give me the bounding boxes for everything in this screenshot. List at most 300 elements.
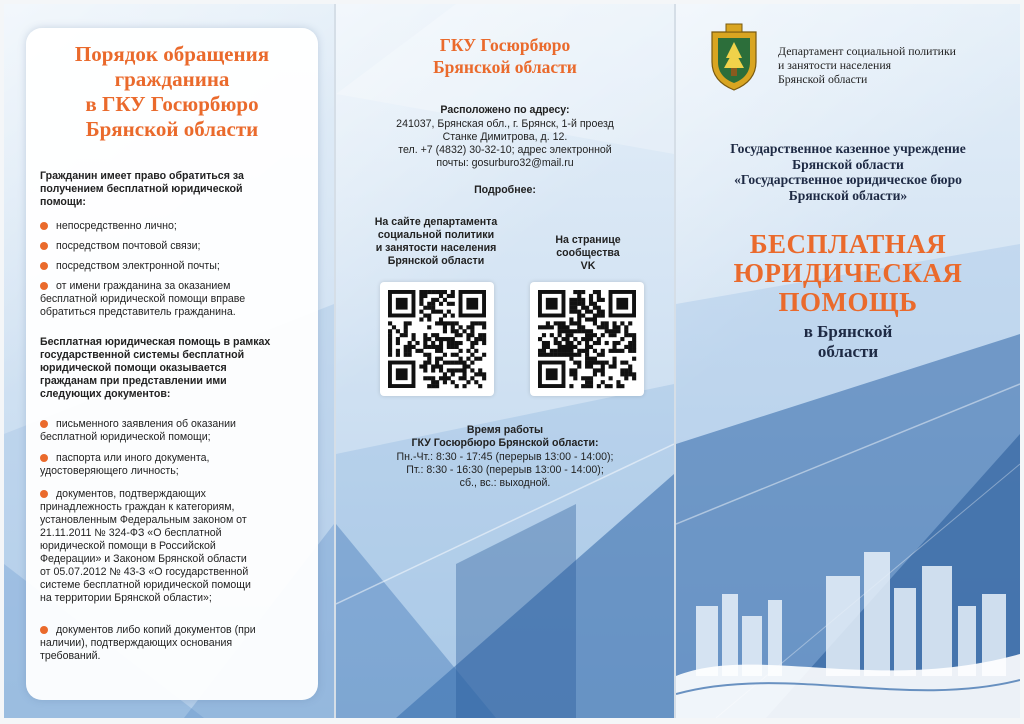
qr-module [392, 325, 396, 329]
qr-module [612, 333, 616, 337]
qr-module [466, 357, 470, 361]
qr-module [408, 349, 412, 353]
qr-module [462, 361, 466, 365]
cover-headline-line: ПОМОЩЬ [778, 287, 918, 317]
qr-module [388, 353, 392, 357]
document-item [40, 488, 306, 605]
procedure-title-line: Порядок обращения [74, 42, 270, 66]
qr-module [423, 306, 427, 310]
qr-module [612, 329, 616, 333]
method-text: посредством электронной почты; [56, 260, 220, 272]
qr-module [435, 290, 439, 294]
qr-module [435, 345, 439, 349]
method-text: бесплатной юридической помощи вправе [40, 293, 246, 305]
qr-module [554, 349, 558, 353]
qr-module [423, 376, 427, 380]
qr-module [601, 298, 605, 302]
qr-code-icon [380, 282, 494, 396]
address-line: Станке Димитрова, д. 12. [442, 131, 568, 143]
qr-module [466, 349, 470, 353]
qr-module [462, 372, 466, 376]
qr-module [589, 384, 593, 388]
qr-module [482, 325, 486, 329]
hours-block [336, 451, 674, 490]
qr-module [435, 310, 439, 314]
qr-module [593, 361, 597, 365]
qr-module [415, 349, 419, 353]
qr-module [459, 361, 463, 365]
qr-module [412, 345, 416, 349]
qr-module [569, 302, 573, 306]
qr-module [466, 325, 470, 329]
qr-module [612, 364, 616, 368]
qr-module [624, 372, 628, 376]
organization-name [676, 141, 1020, 203]
bullet-dot [40, 262, 48, 270]
qr-module [605, 384, 609, 388]
qr-module [573, 321, 577, 325]
qr-module [474, 321, 478, 325]
address-label: Расположено по адресу: [440, 104, 570, 116]
address-line: 241037, Брянская обл., г. Брянск, 1-й проезд [396, 118, 614, 130]
document-text: юридической помощи в Российской [40, 540, 216, 552]
qr-module [439, 364, 443, 368]
qr-module [597, 298, 601, 302]
qr-module [470, 353, 474, 357]
qr-module [601, 321, 605, 325]
qr-module [589, 380, 593, 384]
qr-module [451, 372, 455, 376]
qr-module [470, 345, 474, 349]
qr-module [562, 325, 566, 329]
qr-module [435, 357, 439, 361]
document-item [40, 624, 306, 663]
department-name-line: Брянской области [778, 72, 868, 86]
qr-module [455, 341, 459, 345]
qr-module [419, 317, 423, 321]
qr-module [577, 302, 581, 306]
qr-module [612, 345, 616, 349]
qr-module [408, 341, 412, 345]
qr-module [616, 349, 620, 353]
qr-module [542, 345, 546, 349]
hours-label [336, 424, 674, 450]
qr-module [443, 380, 447, 384]
qr-module [601, 325, 605, 329]
qr-module [447, 345, 451, 349]
qr-module [435, 349, 439, 353]
qr-module [569, 357, 573, 361]
method-item [40, 280, 306, 319]
qr-module [443, 321, 447, 325]
qr-module [482, 321, 486, 325]
qr-vk-label-line: VK [580, 260, 596, 272]
qr-module [585, 341, 589, 345]
cover-headline-line: БЕСПЛАТНАЯ [749, 229, 947, 259]
qr-module [628, 364, 632, 368]
qr-module [569, 372, 573, 376]
procedure-title [26, 42, 318, 142]
qr-module [597, 306, 601, 310]
qr-module [624, 329, 628, 333]
qr-module [565, 329, 569, 333]
qr-module [470, 341, 474, 345]
bullet-dot [40, 490, 48, 498]
qr-module [581, 314, 585, 318]
qr-module [388, 333, 392, 337]
bullet-dot [40, 222, 48, 230]
qr-module [478, 357, 482, 361]
qr-module [569, 341, 573, 345]
qr-module [562, 349, 566, 353]
qr-module [459, 376, 463, 380]
qr-module [427, 325, 431, 329]
qr-module [451, 325, 455, 329]
qr-module [431, 310, 435, 314]
qr-module [601, 368, 605, 372]
qr-module [562, 337, 566, 341]
qr-module [581, 376, 585, 380]
qr-module [474, 349, 478, 353]
qr-module [554, 321, 558, 325]
qr-module [388, 329, 392, 333]
qr-module [431, 333, 435, 337]
qr-module [474, 341, 478, 345]
qr-module [589, 310, 593, 314]
procedure-card [26, 28, 318, 700]
qr-module [431, 384, 435, 388]
qr-module [538, 325, 542, 329]
qr-module [447, 341, 451, 345]
qr-module [612, 325, 616, 329]
qr-module [404, 325, 408, 329]
qr-module [459, 325, 463, 329]
hours-line: Пт.: 8:30 - 16:30 (перерыв 13:00 - 14:00); [406, 464, 604, 476]
documents-intro [40, 336, 306, 401]
qr-module [597, 337, 601, 341]
qr-module [431, 380, 435, 384]
hours-line: сб., вс.: выходной. [459, 477, 551, 489]
qr-module [628, 372, 632, 376]
qr-module [616, 329, 620, 333]
qr-module [601, 310, 605, 314]
qr-module [562, 353, 566, 357]
qr-module [482, 337, 486, 341]
qr-module [451, 341, 455, 345]
qr-website-label-line: и занятости населения [375, 242, 497, 254]
method-text: непосредственно лично; [56, 220, 177, 232]
qr-code-website[interactable] [380, 282, 494, 396]
qr-module [443, 325, 447, 329]
qr-module [431, 302, 435, 306]
qr-module [396, 349, 400, 353]
qr-module [565, 349, 569, 353]
document-item [40, 452, 306, 478]
qr-module [404, 333, 408, 337]
qr-module [478, 337, 482, 341]
qr-module [612, 341, 616, 345]
qr-module [577, 321, 581, 325]
qr-module [427, 314, 431, 318]
qr-module [609, 329, 613, 333]
qr-module [577, 294, 581, 298]
qr-module [400, 333, 404, 337]
qr-module [554, 353, 558, 357]
qr-module [439, 349, 443, 353]
qr-module [396, 329, 400, 333]
document-text: бесплатной юридической помощи; [40, 431, 211, 443]
more-label: Подробнее: [474, 184, 536, 196]
document-text: документов либо копий документов (при [56, 624, 256, 636]
hours-line: Пн.-Чт.: 8:30 - 17:45 (перерыв 13:00 - 14:00); [396, 451, 614, 463]
qr-module [597, 314, 601, 318]
qr-module [573, 290, 577, 294]
document-text: Федерации» и Законом Брянской области [40, 553, 247, 565]
qr-module [577, 325, 581, 329]
qr-module [466, 333, 470, 337]
document-text: системе бесплатной юридической помощи [40, 579, 251, 591]
email-line[interactable]: почты: gosurburo32@mail.ru [436, 157, 574, 169]
qr-module [597, 290, 601, 294]
qr-module [632, 372, 636, 376]
qr-module [423, 294, 427, 298]
qr-module [624, 325, 628, 329]
rights-intro-line: получением бесплатной юридической [40, 183, 243, 195]
qr-code-vk[interactable] [530, 282, 644, 396]
qr-module [447, 294, 451, 298]
qr-website-label-line: социальной политики [377, 229, 495, 241]
qr-module [589, 364, 593, 368]
qr-module [478, 372, 482, 376]
qr-vk-label-line: На странице [555, 234, 621, 246]
qr-module [589, 298, 593, 302]
qr-module [435, 364, 439, 368]
qr-module [593, 372, 597, 376]
qr-module [404, 321, 408, 325]
qr-module [620, 372, 624, 376]
qr-module [412, 337, 416, 341]
qr-module [593, 302, 597, 306]
qr-module [628, 321, 632, 325]
qr-module [423, 333, 427, 337]
documents-intro-line: государственной системы бесплатной [40, 349, 245, 361]
qr-module [565, 337, 569, 341]
qr-module [605, 325, 609, 329]
organization-name-line: Брянской области» [788, 187, 908, 203]
qr-module [601, 372, 605, 376]
gku-title [336, 34, 674, 78]
qr-module [558, 353, 562, 357]
qr-module [565, 341, 569, 345]
qr-finder-square [396, 298, 408, 310]
qr-module [581, 290, 585, 294]
qr-module [573, 353, 577, 357]
qr-module [585, 337, 589, 341]
qr-module [462, 329, 466, 333]
qr-module [569, 329, 573, 333]
qr-module [569, 298, 573, 302]
qr-vk-label-line: сообщества [556, 247, 620, 259]
method-text: обратиться представитель гражданина. [40, 306, 236, 318]
qr-module [593, 306, 597, 310]
qr-module [581, 325, 585, 329]
qr-module [585, 317, 589, 321]
qr-module [585, 357, 589, 361]
qr-module [439, 310, 443, 314]
qr-module [569, 333, 573, 337]
address-block [336, 118, 674, 170]
qr-module [577, 310, 581, 314]
method-item [40, 260, 306, 273]
qr-module [396, 337, 400, 341]
qr-module [569, 353, 573, 357]
qr-module [427, 290, 431, 294]
qr-module [569, 306, 573, 310]
qr-module [482, 372, 486, 376]
qr-module [443, 376, 447, 380]
qr-module [427, 345, 431, 349]
qr-module [451, 294, 455, 298]
qr-module [388, 321, 392, 325]
qr-module [427, 376, 431, 380]
qr-module [597, 353, 601, 357]
qr-module [573, 337, 577, 341]
qr-module [593, 357, 597, 361]
qr-module [585, 364, 589, 368]
qr-module [447, 376, 451, 380]
qr-module [427, 361, 431, 365]
qr-module [451, 337, 455, 341]
qr-module [558, 325, 562, 329]
qr-module [616, 341, 620, 345]
qr-module [474, 372, 478, 376]
qr-module [404, 349, 408, 353]
qr-module [423, 368, 427, 372]
qr-module [470, 333, 474, 337]
qr-module [443, 329, 447, 333]
qr-module [624, 361, 628, 365]
bullet-dot [40, 420, 48, 428]
qr-module [562, 329, 566, 333]
qr-module [628, 368, 632, 372]
qr-module [628, 341, 632, 345]
qr-module [558, 321, 562, 325]
qr-module [435, 384, 439, 388]
qr-module [585, 384, 589, 388]
rights-intro [40, 170, 306, 209]
documents-intro-line: юридической помощи оказывается [40, 362, 227, 374]
qr-module [593, 321, 597, 325]
qr-module [554, 337, 558, 341]
qr-module [431, 341, 435, 345]
qr-module [620, 337, 624, 341]
qr-module [565, 353, 569, 357]
qr-module [550, 333, 554, 337]
qr-module [589, 329, 593, 333]
qr-module [593, 314, 597, 318]
qr-module [620, 384, 624, 388]
qr-module [577, 353, 581, 357]
qr-module [597, 361, 601, 365]
qr-module [404, 345, 408, 349]
region-line: в Брянской [803, 322, 893, 341]
qr-module [423, 364, 427, 368]
qr-finder-square [546, 368, 558, 380]
qr-module [585, 361, 589, 365]
qr-module [573, 368, 577, 372]
qr-module [419, 364, 423, 368]
documents-intro-line: следующих документов: [40, 388, 171, 400]
document-text: письменного заявления об оказании [56, 418, 236, 430]
qr-module [396, 353, 400, 357]
qr-module [423, 341, 427, 345]
qr-module [577, 317, 581, 321]
method-item [40, 220, 306, 233]
document-text: паспорта или иного документа, [56, 452, 210, 464]
qr-module [609, 384, 613, 388]
qr-module [443, 353, 447, 357]
qr-module [605, 329, 609, 333]
qr-module [470, 361, 474, 365]
qr-module [558, 349, 562, 353]
qr-module [593, 368, 597, 372]
qr-module [581, 306, 585, 310]
qr-module [459, 341, 463, 345]
procedure-title-line: в ГКУ Госюрбюро [85, 92, 259, 116]
qr-module [427, 306, 431, 310]
qr-module [427, 302, 431, 306]
gku-title-line: Брянской области [433, 57, 577, 77]
qr-module [478, 384, 482, 388]
qr-module [573, 372, 577, 376]
qr-module [482, 376, 486, 380]
qr-module [447, 361, 451, 365]
qr-module [558, 333, 562, 337]
qr-module [423, 290, 427, 294]
qr-module [412, 333, 416, 337]
qr-module [455, 345, 459, 349]
qr-module [577, 314, 581, 318]
qr-module [423, 314, 427, 318]
qr-module [435, 298, 439, 302]
qr-module [419, 310, 423, 314]
qr-module [538, 349, 542, 353]
qr-module [419, 349, 423, 353]
document-text: на территории Брянской области»; [40, 592, 212, 604]
qr-website-label-line: Брянской области [387, 255, 485, 267]
qr-module [419, 298, 423, 302]
qr-module [569, 349, 573, 353]
qr-module [612, 321, 616, 325]
qr-module [620, 368, 624, 372]
qr-module [431, 306, 435, 310]
qr-module [455, 333, 459, 337]
qr-module [581, 302, 585, 306]
qr-module [427, 353, 431, 357]
qr-module [577, 349, 581, 353]
qr-module [419, 290, 423, 294]
qr-module [466, 380, 470, 384]
qr-module [593, 317, 597, 321]
qr-module [577, 329, 581, 333]
qr-module [462, 384, 466, 388]
qr-module [542, 325, 546, 329]
document-text: принадлежность граждан к категориям, [40, 501, 235, 513]
qr-module [585, 333, 589, 337]
qr-module [447, 368, 451, 372]
qr-module [550, 353, 554, 357]
qr-module [589, 357, 593, 361]
